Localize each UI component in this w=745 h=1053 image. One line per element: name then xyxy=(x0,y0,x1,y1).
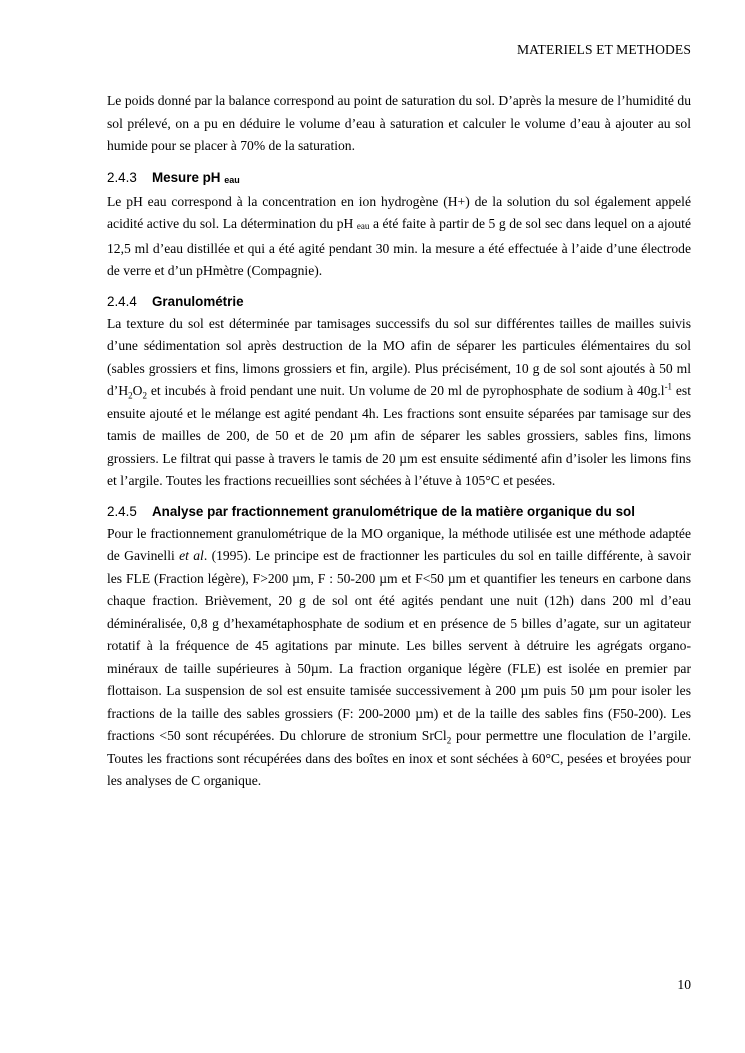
heading-2-4-5 xyxy=(107,501,691,523)
h2o2-sub-2: 2 xyxy=(142,390,147,401)
section-number: 2.4.3 xyxy=(107,169,137,185)
ph-text-start: Le pH eau correspond à la concentration en ion hydrogène (H+) de la solution du sol également appelé acidité active du sol. La détermination du pH xyxy=(107,193,691,231)
paragraph-granulometrie xyxy=(107,313,691,493)
granulo-text-c: est ensuite ajouté et le mélange est agité pendant 4h. Les fractions sont ensuite séparées par tamisage sur des tamis de mailles de 200, de 50 et de 20 µm afin de séparer les sables grossiers, sables fins, limons grossiers. Le filtrat qui passe à travers le tamis de 20 µm est ensuite sédimenté afin d’isoler les limons fins et l’argile. Toutes les fractions recueillies sont séchées à l’étuve à 105°C et pesées. xyxy=(107,383,692,488)
page-content xyxy=(107,90,691,793)
heading-2-4-3 xyxy=(107,167,691,191)
section-number: 2.4.5 xyxy=(107,503,137,519)
granulo-text-b: et incubés à froid pendant une nuit. Un volume de 20 ml de pyrophosphate de sodium à 40g.l xyxy=(146,383,665,398)
fraction-text-b: . (1995). Le principe est de fractionner les particules du sol en taille différente, à savoir les FLE (Fraction légère), F>200 µm, F : 50-200 µm et F<50 µm et quantifier les teneurs en carbone dans chaque fraction. Brièvement, 20 g de sol ont été agités pendant une nuit (12h) dans 200 ml d’eau déminéralisée, 0,8 g d’hexamétaphosphate de sodium et en présence de 5 billes d’agate, sur un agitateur rotatif à la fréquence de 45 agitations par minute. Les billes servent à détruire les agrégats organo-minéraux de taille supérieures à 50µm. La fraction organique légère (FLE) est isolée en premier par flottaison. La suspension de sol est ensuite tamisée successivement à 200 µm puis 50 µm pour isoler les fractions de la taille des sables grossiers (F: 200-2000 µm) et de la taille des sables fins (F50-200). Les fractions <50 sont récupérées. Du chlorure de stronium SrCl xyxy=(107,548,691,743)
ph-text-end: a été faite à partir de 5 g de sol sec dans lequel on a ajouté 12,5 ml d’eau distillée et qui a été agité pendant 30 min. la mesure a été effectuée à l’aide d’une électrode de verre et d’un pHmètre (Compagnie). xyxy=(107,216,691,278)
page-number: 10 xyxy=(677,977,691,992)
section-title: Mesure pH xyxy=(152,169,221,185)
fraction-text-c: pour permettre une floculation de l’argile. Toutes les fractions sont récupérées dans des boîtes en inox et sont séchées à 60°C, pesées et broyées pour les analyses de C organique. xyxy=(107,728,692,788)
running-header: MATERIELS ET METHODES xyxy=(516,42,691,57)
fraction-text-a: Pour le fractionnement granulométrique de la MO organique, la méthode utilisée est une méthode adaptée de Gavinelli xyxy=(107,525,691,563)
unit-superscript: -1 xyxy=(664,381,673,392)
citation-et-al: et al xyxy=(179,548,204,563)
paragraph-ph xyxy=(107,191,691,283)
h2o2-sub-1: 2 xyxy=(128,390,133,401)
section-title-subscript: eau xyxy=(224,174,240,185)
granulo-text-a: La texture du sol est déterminée par tamisages successifs du sol sur différentes tailles de mailles suivis d’une sédimentation sol après destruction de la MO afin de séparer les particules élémentaires du sol (sables grossiers et fins, limons grossiers et fin, argile). Plus précisément, 10 g de sol sont ajoutés à 50 ml d’H xyxy=(107,315,691,398)
paragraph-fractionnement xyxy=(107,523,691,793)
h2o2-o: O xyxy=(132,383,143,398)
intro-paragraph: Le poids donné par la balance correspond au point de saturation du sol. D’après la mesure de l’humidité du sol prélevé, on a pu en déduire le volume d’eau à saturation et calculer le volume d’eau à ajouter au sol humide pour se placer à 70% de la saturation. xyxy=(107,93,691,153)
section-title: Analyse par fractionnement granulométrique de la matière organique du sol xyxy=(152,503,635,519)
ph-subscript: eau xyxy=(356,221,370,231)
heading-2-4-4 xyxy=(107,291,691,313)
section-number: 2.4.4 xyxy=(107,293,137,309)
section-title: Granulométrie xyxy=(152,293,244,309)
srcl2-subscript: 2 xyxy=(446,735,452,746)
